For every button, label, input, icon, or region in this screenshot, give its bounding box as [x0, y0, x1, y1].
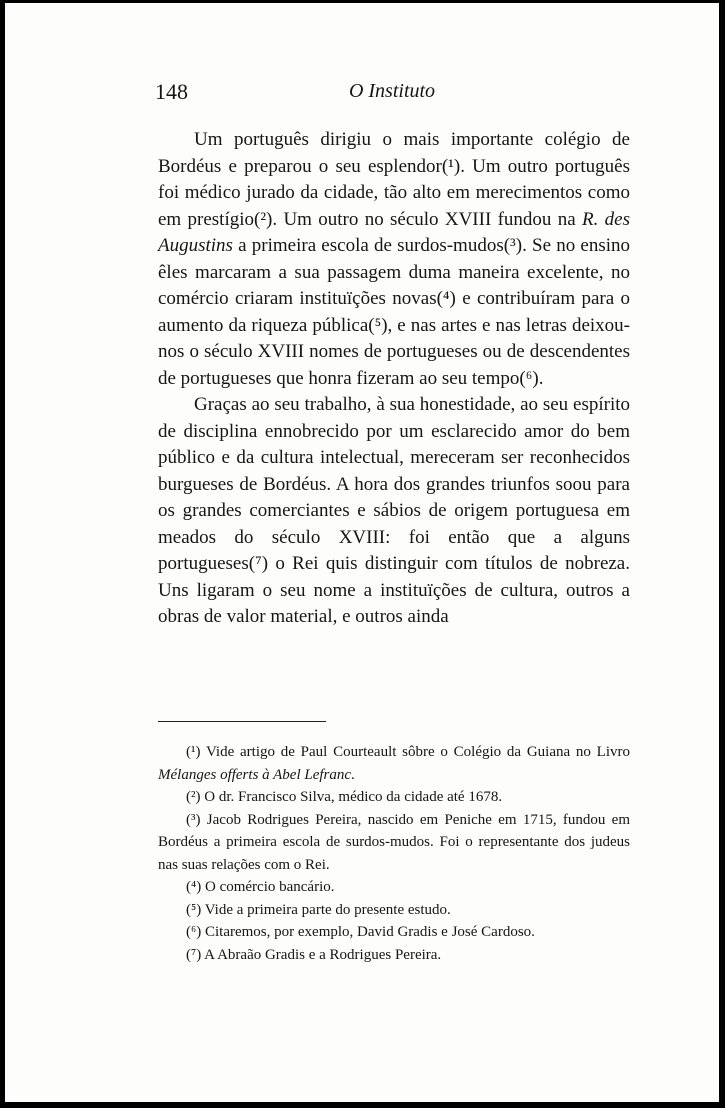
footnote-mark: (⁷) — [186, 946, 202, 963]
italic-street-name: R. des Augustins — [158, 208, 630, 256]
footnote-mark: (²) — [186, 789, 201, 805]
text-run: o Rei quis distinguir com títulos de nobreza. Uns ligaram o seu nome a instituïções de cultura, outros a obras de valor material, e outros ainda — [158, 553, 630, 627]
footnote-mark: (⁴) — [186, 879, 202, 895]
footnote-3 — [158, 809, 630, 877]
paragraph-2 — [158, 392, 630, 631]
footnote-7 — [158, 944, 630, 967]
footnote-mark: (⁶) — [186, 924, 202, 940]
footnote-mark: (¹) — [186, 744, 201, 760]
footnote-ref-7: (⁷) — [248, 553, 269, 574]
text-run: . — [538, 367, 544, 389]
footnote-1 — [158, 741, 630, 786]
footnotes — [158, 741, 630, 966]
text-run: . Um outro português foi médico jurado da cidade, tão alto em merecimentos como em prestígio — [158, 155, 630, 230]
text-run: , e nas artes e nas letras deixou-nos o século XVIII nomes de portugueses ou de descendentes de portugueses que honra fizeram ao seu tempo — [158, 314, 630, 389]
footnote-text: O comércio bancário. — [201, 879, 335, 895]
text-run: . Se no ensino êles marcaram a sua passagem duma maneira excelente, no comércio criaram instituïções novas — [158, 235, 631, 309]
footnote-text: Jacob Rodrigues Pereira, nascido em Peniche em 1715, fundou em Bordéus a primeira escola de surdos-mudos. Foi o representante dos judeus nas suas relações com o Rei. — [158, 811, 630, 873]
text-run: e contribuíram para o aumento da riqueza pública — [158, 288, 630, 336]
footnote-ref-5: (⁵) — [368, 314, 388, 336]
footnote-mark: (³) — [186, 811, 201, 828]
footnote-text: A Abraão Gradis e a Rodrigues Pereira. — [201, 946, 442, 963]
page-number: 148 — [155, 79, 188, 104]
footnote-2 — [158, 786, 630, 809]
footnote-text: O dr. Francisco Silva, médico da cidade até 1678. — [200, 789, 503, 805]
footnote-divider — [158, 721, 326, 722]
running-title: O Instituto — [348, 80, 436, 102]
footnote-6 — [158, 921, 630, 944]
footnote-ref-1: (¹) — [441, 155, 461, 177]
footnote-ref-3: (³) — [503, 235, 523, 256]
text-run: . Um outro no século XVIII fundou na — [272, 208, 582, 230]
footnote-ref-4: (⁴) — [436, 288, 456, 309]
footnote-text: Vide artigo de Paul Courteault sôbre o Colégio da Guiana no Livro — [200, 744, 630, 760]
footnote-mark: (⁵) — [186, 901, 202, 918]
paragraph-1 — [158, 127, 630, 392]
footnote-ref-6: (⁶) — [519, 367, 539, 389]
footnote-book-title: Mélanges offerts à Abel Lefranc — [158, 766, 352, 783]
footnote-4 — [158, 876, 630, 899]
footnote-text: Vide a primeira parte do presente estudo. — [201, 901, 451, 918]
footnote-text: . — [351, 766, 355, 783]
footnote-ref-2: (²) — [254, 208, 273, 230]
page-header — [155, 79, 629, 109]
text-run: a primeira escola de surdos-mudos — [232, 235, 504, 256]
text-run: Um português dirigiu o mais importante colégio de Bordéus e preparou o seu esplendor — [158, 129, 630, 177]
footnote-text: Citaremos, por exemplo, David Gradis e José Cardoso. — [201, 924, 535, 940]
body-text — [158, 127, 630, 631]
footnote-5 — [158, 899, 630, 922]
text-run: Graças ao seu trabalho, à sua honestidade, ao seu espírito de disciplina ennobrecido por um esclarecido amor do bem público e da cultura intelectual, mereceram ser reconhecidos burgueses de Bordéus. A hora dos grandes triunfos soou para os grandes comerciantes e sábios de origem portuguesa em meados do século XVIII: foi então que a alguns portugueses — [158, 394, 630, 574]
